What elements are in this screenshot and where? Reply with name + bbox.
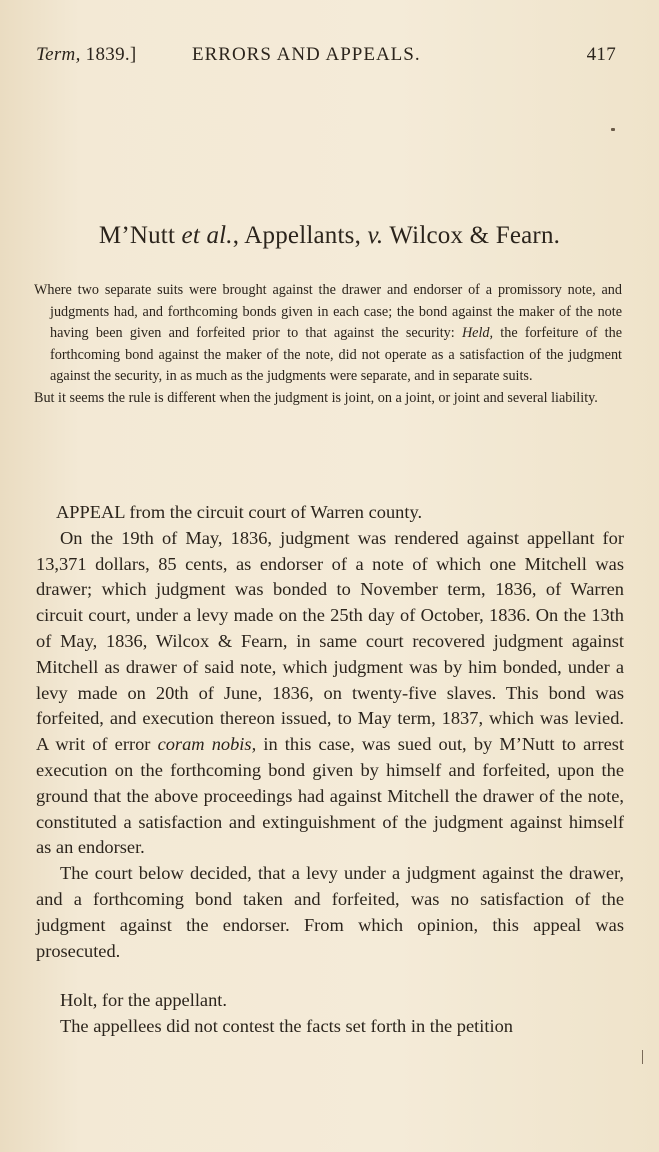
opinion-body — [36, 500, 624, 1040]
headnote-held: Held, — [461, 325, 494, 342]
case-title-party2: Wilcox & Fearn. — [383, 222, 561, 249]
term-italic: Term, — [36, 44, 81, 65]
case-title-party1: M’Nutt — [98, 222, 182, 249]
body-paragraph: The court below decided, that a levy under a judgment against the drawer, and a forthcoming bond taken and forfeited, was no satisfaction of the judgment against the endorser. From which opinion, this appeal was prosecuted. — [36, 863, 624, 961]
ink-speck — [611, 128, 615, 131]
case-title — [0, 222, 659, 250]
appeal-line: APPEAL from the circuit court of Warren county. — [56, 502, 423, 522]
body-paragraph — [36, 526, 624, 861]
running-head-term — [36, 44, 137, 66]
headnote-paragraph: But it seems the rule is different when the judgment is joint, on a joint, or joint and several liability. — [34, 389, 598, 406]
headnote — [34, 280, 622, 410]
case-title-versus: v. — [367, 222, 384, 249]
headnote-text: Where two separate suits were brought against the drawer and endorser of a promissory note, and judgments had, and forthcoming bonds given in each case; the bond against the maker of the note having been given and forfeited prior to that against the security: — [34, 282, 622, 342]
headnote-paragraph — [34, 280, 622, 388]
page-number: 417 — [586, 44, 616, 65]
case-title-appellants: , Appellants, — [232, 222, 368, 249]
body-text: On the 19th of May, 1836, judgment was rendered against appellant for 13,371 dollars, 85 cents, as endorser of a note of which one Mitchell was drawer; which judgment was bonded to November term, 1836, of Warren circuit court, under a levy made on the 25th day of October, 1836. On the 13th of May, 1836, Wilcox & Fearn, in same court recovered judgment against Mitchell as drawer of said note, which judgment was by him bonded, under a levy made on 20th of June, 1836, on twenty-five slaves. This bond was forfeited, and execution thereon issued, to May term, 1837, which was levied. A writ of error — [36, 527, 624, 755]
running-head-title: ERRORS AND APPEALS. — [192, 44, 421, 65]
term-year: 1839.] — [80, 44, 137, 65]
case-title-etal: et al. — [181, 222, 233, 249]
running-head — [36, 44, 620, 72]
body-paragraph: The appellees did not contest the facts set forth in the petition — [60, 1016, 513, 1037]
body-text-cont: in this case, was sued out, by M’Nutt to arrest execution on the forthcoming bond given by himself and forfeited, upon the ground that the above proceedings had against Mitchell the drawer of the note, constituted a satisfaction and extinguishment of the judgment against himself as an endorser. — [36, 734, 624, 858]
headnote-text-cont: the forfeiture of the forthcoming bond against the maker of the note, did not operate as a satisfaction of the judgment against the security, in as much as the judgments were separate, and in separate suits. — [50, 325, 623, 385]
margin-mark — [642, 1050, 643, 1064]
body-italic: coram nobis, — [157, 734, 257, 755]
counsel-line: Holt, for the appellant. — [60, 990, 227, 1011]
